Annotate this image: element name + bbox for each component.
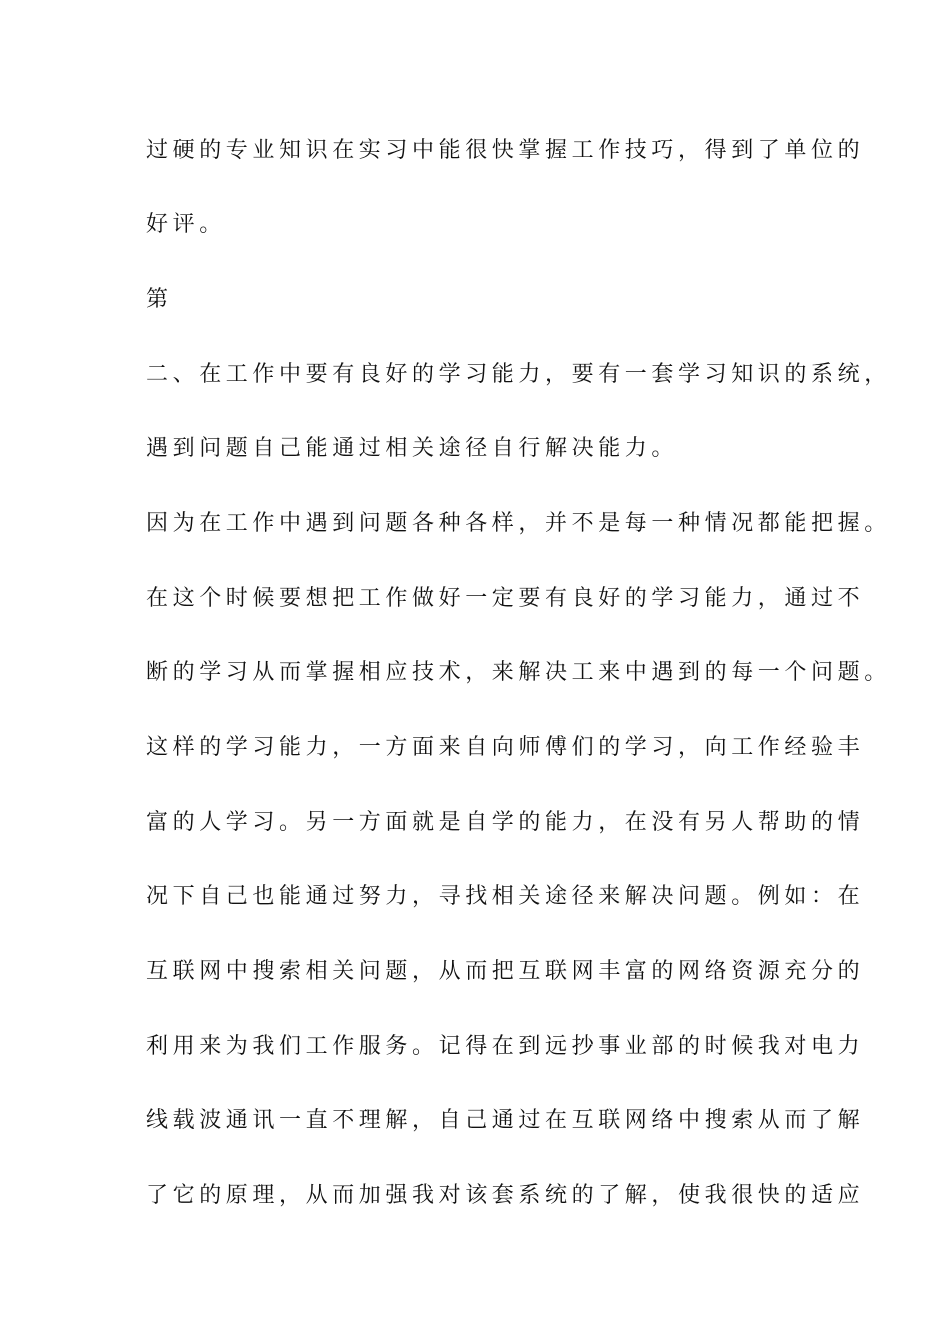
text-line: 况下自己也能通过努力，寻找相关途径来解决问题。例如：在 [146,884,865,909]
text-line: 在这个时候要想把工作做好一定要有良好的学习能力，通过不 [146,586,865,611]
text-line: 过硬的专业知识在实习中能很快掌握工作技巧，得到了单位的 [146,138,865,163]
text-line: 遇到问题自己能通过相关途径自行解决能力。 [146,436,679,461]
text-line: 线载波通讯一直不理解，自己通过在互联网络中搜索从而了解 [146,1108,865,1133]
text-line: 利用来为我们工作服务。记得在到远抄事业部的时候我对电力 [146,1034,865,1059]
text-line: 第 [146,287,173,312]
text-line: 好评。 [146,212,226,237]
text-line: 这样的学习能力，一方面来自向师傅们的学习，向工作经验丰 [146,735,865,760]
text-line: 互联网中搜索相关问题，从而把互联网丰富的网络资源充分的 [146,959,865,984]
text-line: 断的学习从而掌握相应技术，来解决工来中遇到的每一个问题。 [146,660,891,685]
text-line: 因为在工作中遇到问题各种各样，并不是每一种情况都能把握。 [146,511,891,536]
text-line: 富的人学习。另一方面就是自学的能力，在没有另人帮助的情 [146,810,865,835]
text-line: 二、在工作中要有良好的学习能力，要有一套学习知识的系统， [146,362,891,387]
text-line: 了它的原理，从而加强我对该套系统的了解，使我很快的适应 [146,1183,865,1208]
